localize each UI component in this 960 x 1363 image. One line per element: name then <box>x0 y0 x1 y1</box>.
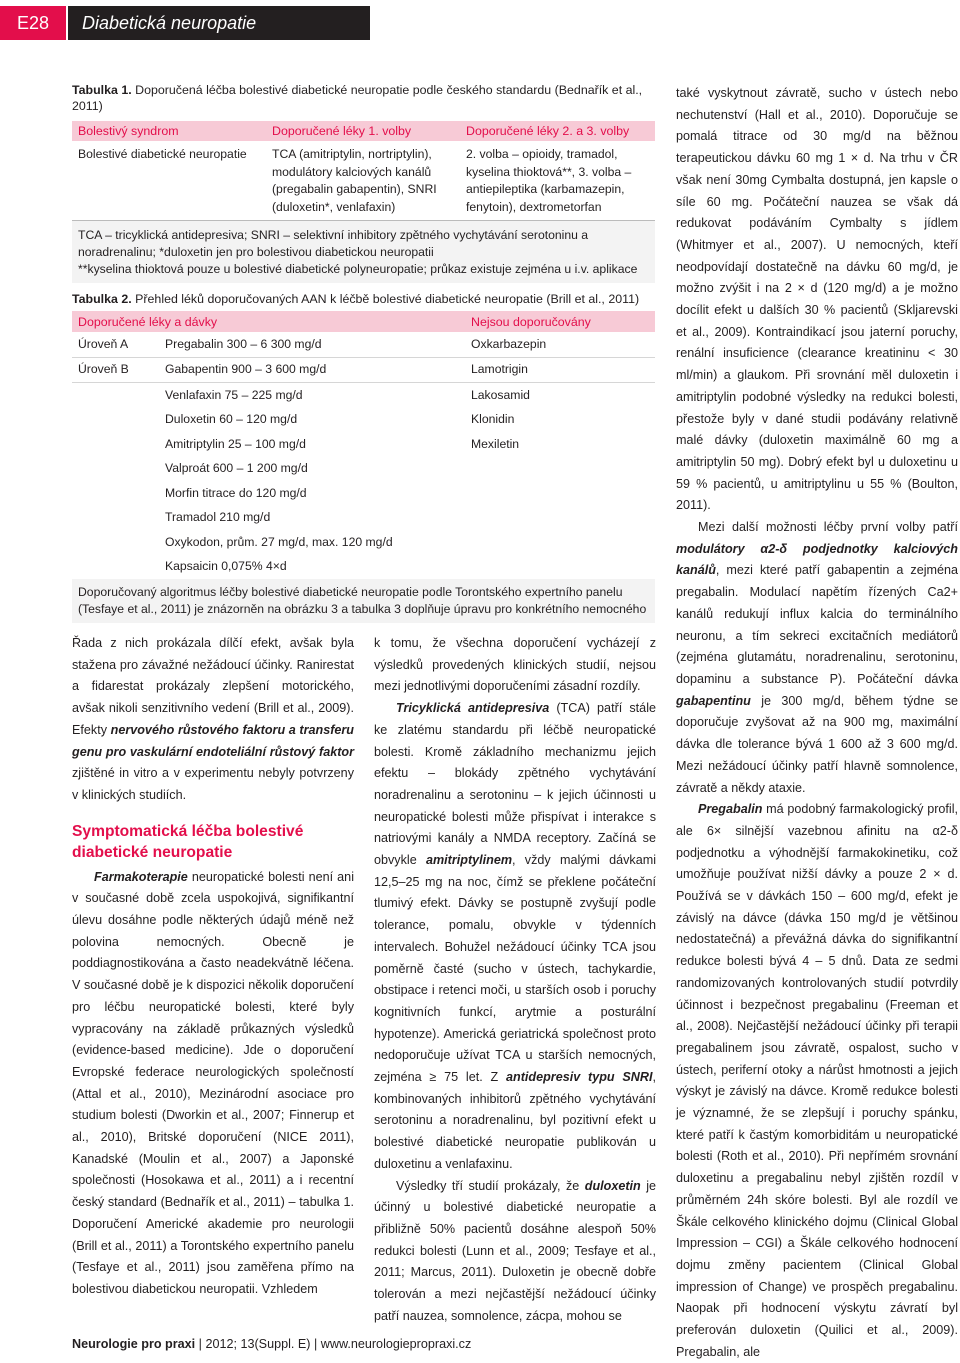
table2-not-recommended <box>465 555 655 580</box>
table2-not-recommended <box>465 457 655 482</box>
table1-notes <box>72 221 655 284</box>
table-row <box>72 481 655 506</box>
paragraph <box>374 698 656 1175</box>
table1-note: TCA – tricyklická antidepresiva; SNRI – selektivní inhibitory zpětného vychytávání serotoninu a noradrenalinu; *duloxetin jen pro bolestivou diabetickou neuropatii <box>78 228 589 259</box>
table-row <box>72 141 655 221</box>
paragraph <box>72 633 354 807</box>
column-2 <box>374 633 656 1328</box>
table2 <box>72 311 655 623</box>
journal-name: Neurologie pro praxi <box>72 1337 196 1351</box>
table2-drug: Valproát 600 – 1 200 mg/d <box>165 461 308 476</box>
table-row <box>72 357 655 383</box>
table-row <box>72 383 655 408</box>
journal-issue: 2012; 13(Suppl. E) <box>205 1337 311 1351</box>
column-3 <box>676 83 958 1363</box>
table2-header: Nejsou doporučovány <box>465 311 655 332</box>
table2-not-recommended: Lakosamid <box>471 387 530 402</box>
table1-header: Bolestivý syndrom <box>72 121 266 141</box>
text-run: je účinný u bolestivé diabetické neuropatie a přibližně 50% pacientů dosáhne alespoň 50% redukci bolesti (Lunn et al., 2009; Tesfaye et al., 2011; Marcus, 2011). Duloxetin je obecně dobře tolerován a mezi nejčastější nežádoucí účinky patří nauzea, somnolence, zácpa, mohou se <box>374 1178 656 1323</box>
paragraph <box>676 517 958 799</box>
text-run: je 300 mg/d, během týdne se doporučuje zvyšovat až na 900 mg, maximální dávka dle tolerance bývá 1 600 až 3 600 mg/d. Mezi nežádoucí účinky patří hlavně somnolence, závratě a někdy ataxie. <box>676 693 958 795</box>
paragraph <box>72 867 354 1301</box>
table2-not-recommended <box>465 481 655 506</box>
table2-header: Doporučené léky a dávky <box>72 311 465 332</box>
paragraph: také vyskytnout závratě, sucho v ústech nebo nechutenství (Hall et al., 2010). Doporučuje se pomalá titrace od 30 mg/d na běžnou terapeutickou dávku 60 mg 1 × d. Na trhu v ČR však není 30mg Cymbalta dostupná, jen kapsle o síle 60 mg. Počáteční nauzea se však dá redukovat podáváním Cymbalty s jídlem (Whitmyer et al., 2007). U nemocných, kteří neodpovídají dostatečně na dávku 60 mg/d, je možno zvýšit i na 2 × d (120 mg/d) a je možno docílit efekt u dalších 30 % pacientů (Skljarevski et al., 2009). Kontraindikací jsou jaterní poruchy, renální insuficience (clearance kreatininu < 30 ml/min) a glaukom. Při srovnání měl duloxetin i amitriptylin podobné výsledky na redukci bolesti, přestože byly v dané studii podávány relativně malé dávky (duloxetin maximálně 60 mg a amitriptylin 50 mg). Dobrý efekt byl u duloxetinu u 59 % pacientů, u amitriptylinu u 55 % (Boulton, 2011). <box>676 86 958 513</box>
table2-not-recommended: Lamotrigin <box>465 357 655 383</box>
table1-notes-row <box>72 221 655 284</box>
table1-note: **kyselina thioktová pouze u bolestivé diabetické polyneuropatie; průkaz existuje zejména u i.v. aplikace <box>78 262 638 276</box>
text-run: má podobný farmakologický profil, ale 6× silnější vazebnou afinitu na α2-δ podjednotku a výhodnější farmakokinetiku, což umožňuje používat nižší dávky a pouze 2 × d. Používá se v dávkách 150 – 600 mg/d, efekt je závislý na dávce (dávka 150 mg/d je většinou nedostatečná) a převážná dávka do signifikantní redukce bolesti bývá 4 – 5 dnů. Data ze sedmi randomizovaných kontrolovaných studií potvrdily účinnost i bezpečnost pregabalinu (Freeman et al., 2008). Nejčastější nežádoucí účinky při terapii pregabalinem jsou závratě, ospalost, sucho v ústech, periferní otoky a nárůst hmotnosti a jejich výskyt je závislý na dávce. Kromě redukce bolesti je významné, že se zlepšují i poruchy spánku, které patří k častým komorbiditám u neuropatické bolesti (Roth et al., 2010). Při nepřímém srovnání duloxetinu a pregabalinu nebyl zjištěn rozdíl v průměrném 24h skóre bolesti. Byl ale rozdíl ve Škále celkového klinického dojmu (Clinical Global Impression – CGI) a Škále celkového hodnocení dojmu změny pacientem (Clinical Global impression of Change) ve prospěch pregabalinu. Naopak při hodnocení výskytu závratí byl preferován duloxetin (Quilici et al., 2009). Pregabalin, ale <box>676 802 958 1359</box>
table-row <box>72 506 655 531</box>
table2-level <box>72 383 159 408</box>
text-run: (TCA) patří stále ke zlatému standardu při léčbě neuropatické bolesti. Kromě základního mechanizmu jejich efektu – blokády zpětného vychytávání noradrenalinu a serotoninu – k jejich účinnosti u neuropatické bolesti může přispívat i interakce s natriovými kanály a NMDA receptory. Začíná se obvykle <box>374 701 656 868</box>
table1-caption-text: Doporučená léčba bolestivé diabetické neuropatie podle českého standardu (Bednařík et al., 2011) <box>72 83 643 113</box>
table1-caption <box>72 83 655 114</box>
table2-note-row <box>72 579 655 623</box>
table1-cell: Bolestivé diabetické neuropatie <box>78 147 247 161</box>
table1-header: Doporučené léky 1. volby <box>266 121 460 141</box>
table2-drug: Duloxetin 60 – 120 mg/d <box>165 412 298 427</box>
text-run: Řada z nich prokázala dílčí efekt, avšak byla stažena pro závažné nežádoucí účinky. Ranirestat a fidarestat prokázaly zlepšení motorického, avšak nikoli senzitivního vedení (Brill et al., 2009). Efekty <box>72 636 354 737</box>
table2-drug: Tramadol 210 mg/d <box>165 510 271 525</box>
table2-level <box>72 408 159 433</box>
table2-header-row <box>72 311 655 332</box>
table2-level <box>72 481 159 506</box>
section-heading: Symptomatická léčba bolestivé diabetické neuropatie <box>72 822 304 861</box>
emphasis: Pregabalin <box>698 802 763 817</box>
emphasis: gabapentinu <box>676 693 751 708</box>
table1-header: Doporučené léky 2. a 3. volby <box>460 121 655 141</box>
text-run: Mezi další možnosti léčby první volby patří <box>698 520 958 535</box>
table-row <box>72 408 655 433</box>
table2-caption-text: Přehled léků doporučovaných AAN k léčbě bolestivé diabetické neuropatie (Brill et al., 2011) <box>135 292 640 306</box>
table2-drug: Gabapentin 900 – 3 600 mg/d <box>159 357 465 383</box>
text-run: , mezi které patří gabapentin a zejména pregabalin. Modulací napětím řízených Ca2+ kanálů redukují influx kalcia do terminálního neuronu, a tím sekreci excitačních mediátorů (zejména glutamátu, noradrenalinu, serotoninu, dopaminu a substance P). Počáteční dávka <box>676 563 958 686</box>
table2-level <box>72 530 159 555</box>
table2-not-recommended: Mexiletin <box>471 436 520 451</box>
table-row <box>72 457 655 482</box>
table-row <box>72 332 655 357</box>
text-run: zjištěné in vitro a v experimentu nebyly potvrzeny v klinických studiích. <box>72 766 354 802</box>
journal-url[interactable]: www.neurologiepropraxi.cz <box>320 1337 472 1351</box>
text-run: , vždy malými dávkami 12,5–25 mg na noc, čímž se překlene počáteční tlumivý efekt. Dávky se postupně zvyšují podle tolerance, pomalu, obvykle v týdenních intervalech. Bohužel nežádoucí účinky TCA jsou poměrně časté (sucho v ústech, tachykardie, obstipace i retenci moči, u starších osob i poruchy kognitivních funkcí, arytmie a posturální hypotenze). Americká geriatrická společnost proto nedoporučuje užívat TCA u starších nemocných, zejména ≥ 75 let. Z <box>374 853 656 1085</box>
table2-note: Doporučovaný algoritmus léčby bolestivé diabetické neuropatie podle Torontského expertního panelu (Tesfaye et al., 2011) je znázorněn na obrázku 3 a tabulka 3 doplňuje úpravu pro konkrétního nemocného <box>72 579 655 623</box>
table2-level <box>72 457 159 482</box>
footer-separator: | <box>198 1337 206 1351</box>
emphasis: antidepresiv typu SNRI <box>506 1070 653 1085</box>
table2-label: Tabulka 2. <box>72 292 132 306</box>
paragraph <box>676 799 958 1363</box>
table2-drug: Pregabalin 300 – 6 300 mg/d <box>159 332 465 357</box>
table2-not-recommended: Klonidin <box>471 412 515 427</box>
text-run: neuropatické bolesti není ani v současné době zcela uspokojivá, signifikantní úlevu dosáhne podle některých údajů méně než polovina nemocných. Obecně je poddiagnostikována a často neadekvátně léčena. V současné době je k dispozici několik doporučení pro léčbu neuropatické bolesti, které byly vypracovány na základě průkazných výsledků (evidence-based medicine). Jde o doporučení Evropské federace neurologických společností (Attal et al., 2010), Mezinárodní asociace pro studium bolesti (Dworkin et al., 2007; Finnerup et al., 2010), Britské doporučení (NICE 2011), Kanadské (Moulin et al., 2007) a Japonské společnosti (Hosokawa et al., 2011) a i recentní český standard (Bednařík et al., 2011) – tabulka 1. Doporučení Americké akademie pro neurologii (Brill et al., 2011) a Torontského expertního panelu (Tesfaye et al., 2011) jsou zaměřena přímo na bolestivou diabetickou neuropatii. Vzhledem <box>72 869 354 1296</box>
emphasis: modulátory α2-δ podjednotky kalciových kanálů <box>676 541 958 578</box>
column-1 <box>72 633 354 1301</box>
table2-drug: Amitriptylin 25 – 100 mg/d <box>165 436 306 451</box>
table1-cell: TCA (amitriptylin, nortriptylin), modulátory kalciových kanálů (pregabalin gabapentin), SNRI (duloxetin*, venlafaxin) <box>272 147 437 214</box>
table2-not-recommended <box>465 506 655 531</box>
section-title: Diabetická neuropatie <box>68 6 370 40</box>
table2-level: Úroveň B <box>72 357 159 383</box>
emphasis: Tricyklická antidepresiva <box>396 701 550 716</box>
running-header <box>0 6 370 40</box>
emphasis: Farmakoterapie <box>94 869 188 884</box>
paragraph <box>374 1176 656 1328</box>
table2-not-recommended <box>465 530 655 555</box>
emphasis: nervového růstového faktoru a transferu genu pro vaskulární endoteliální růstový faktor <box>72 722 355 759</box>
table2-drug: Oxykodon, prům. 27 mg/d, max. 120 mg/d <box>165 534 393 549</box>
table2-caption <box>72 292 655 308</box>
paragraph: k tomu, že všechna doporučení vycházejí z výsledků provedených klinických studií, nejsou mezi jednotlivými doporučeními zásadní rozdíly. <box>374 636 656 694</box>
table2-drug: Morfin titrace do 120 mg/d <box>165 485 307 500</box>
table2-level <box>72 555 159 580</box>
table1-cell: 2. volba – opioidy, tramadol, kyselina thioktová**, 3. volba – antiepileptika (karbamazepin, fenytoin), dextrometorfan <box>466 147 632 214</box>
table2-level <box>72 506 159 531</box>
emphasis: amitriptylinem <box>425 853 513 868</box>
table1-label: Tabulka 1. <box>72 83 132 97</box>
table2-level <box>72 432 159 457</box>
table2-drug: Kapsaicin 0,075% 4×d <box>165 559 287 574</box>
emphasis: duloxetin <box>584 1178 641 1193</box>
page-code: E28 <box>0 6 66 40</box>
page-footer <box>72 1337 471 1351</box>
table1 <box>72 121 655 283</box>
text-run: Výsledky tří studií prokázaly, že <box>396 1178 585 1193</box>
table1-header-row <box>72 121 655 141</box>
table2-level: Úroveň A <box>72 332 159 357</box>
table2-drug: Venlafaxin 75 – 225 mg/d <box>165 387 303 402</box>
footer-separator: | <box>313 1337 321 1351</box>
table-row <box>72 530 655 555</box>
table-row <box>72 432 655 457</box>
table2-not-recommended: Oxkarbazepin <box>465 332 655 357</box>
text-run: , kombinovaných inhibitorů zpětného vychytávání serotoninu a noradrenalinu, byl pozitivní efekt u bolestivé diabetické neuropatie publikován u duloxetinu a venlafaxinu. <box>374 1070 656 1171</box>
table-row <box>72 555 655 580</box>
